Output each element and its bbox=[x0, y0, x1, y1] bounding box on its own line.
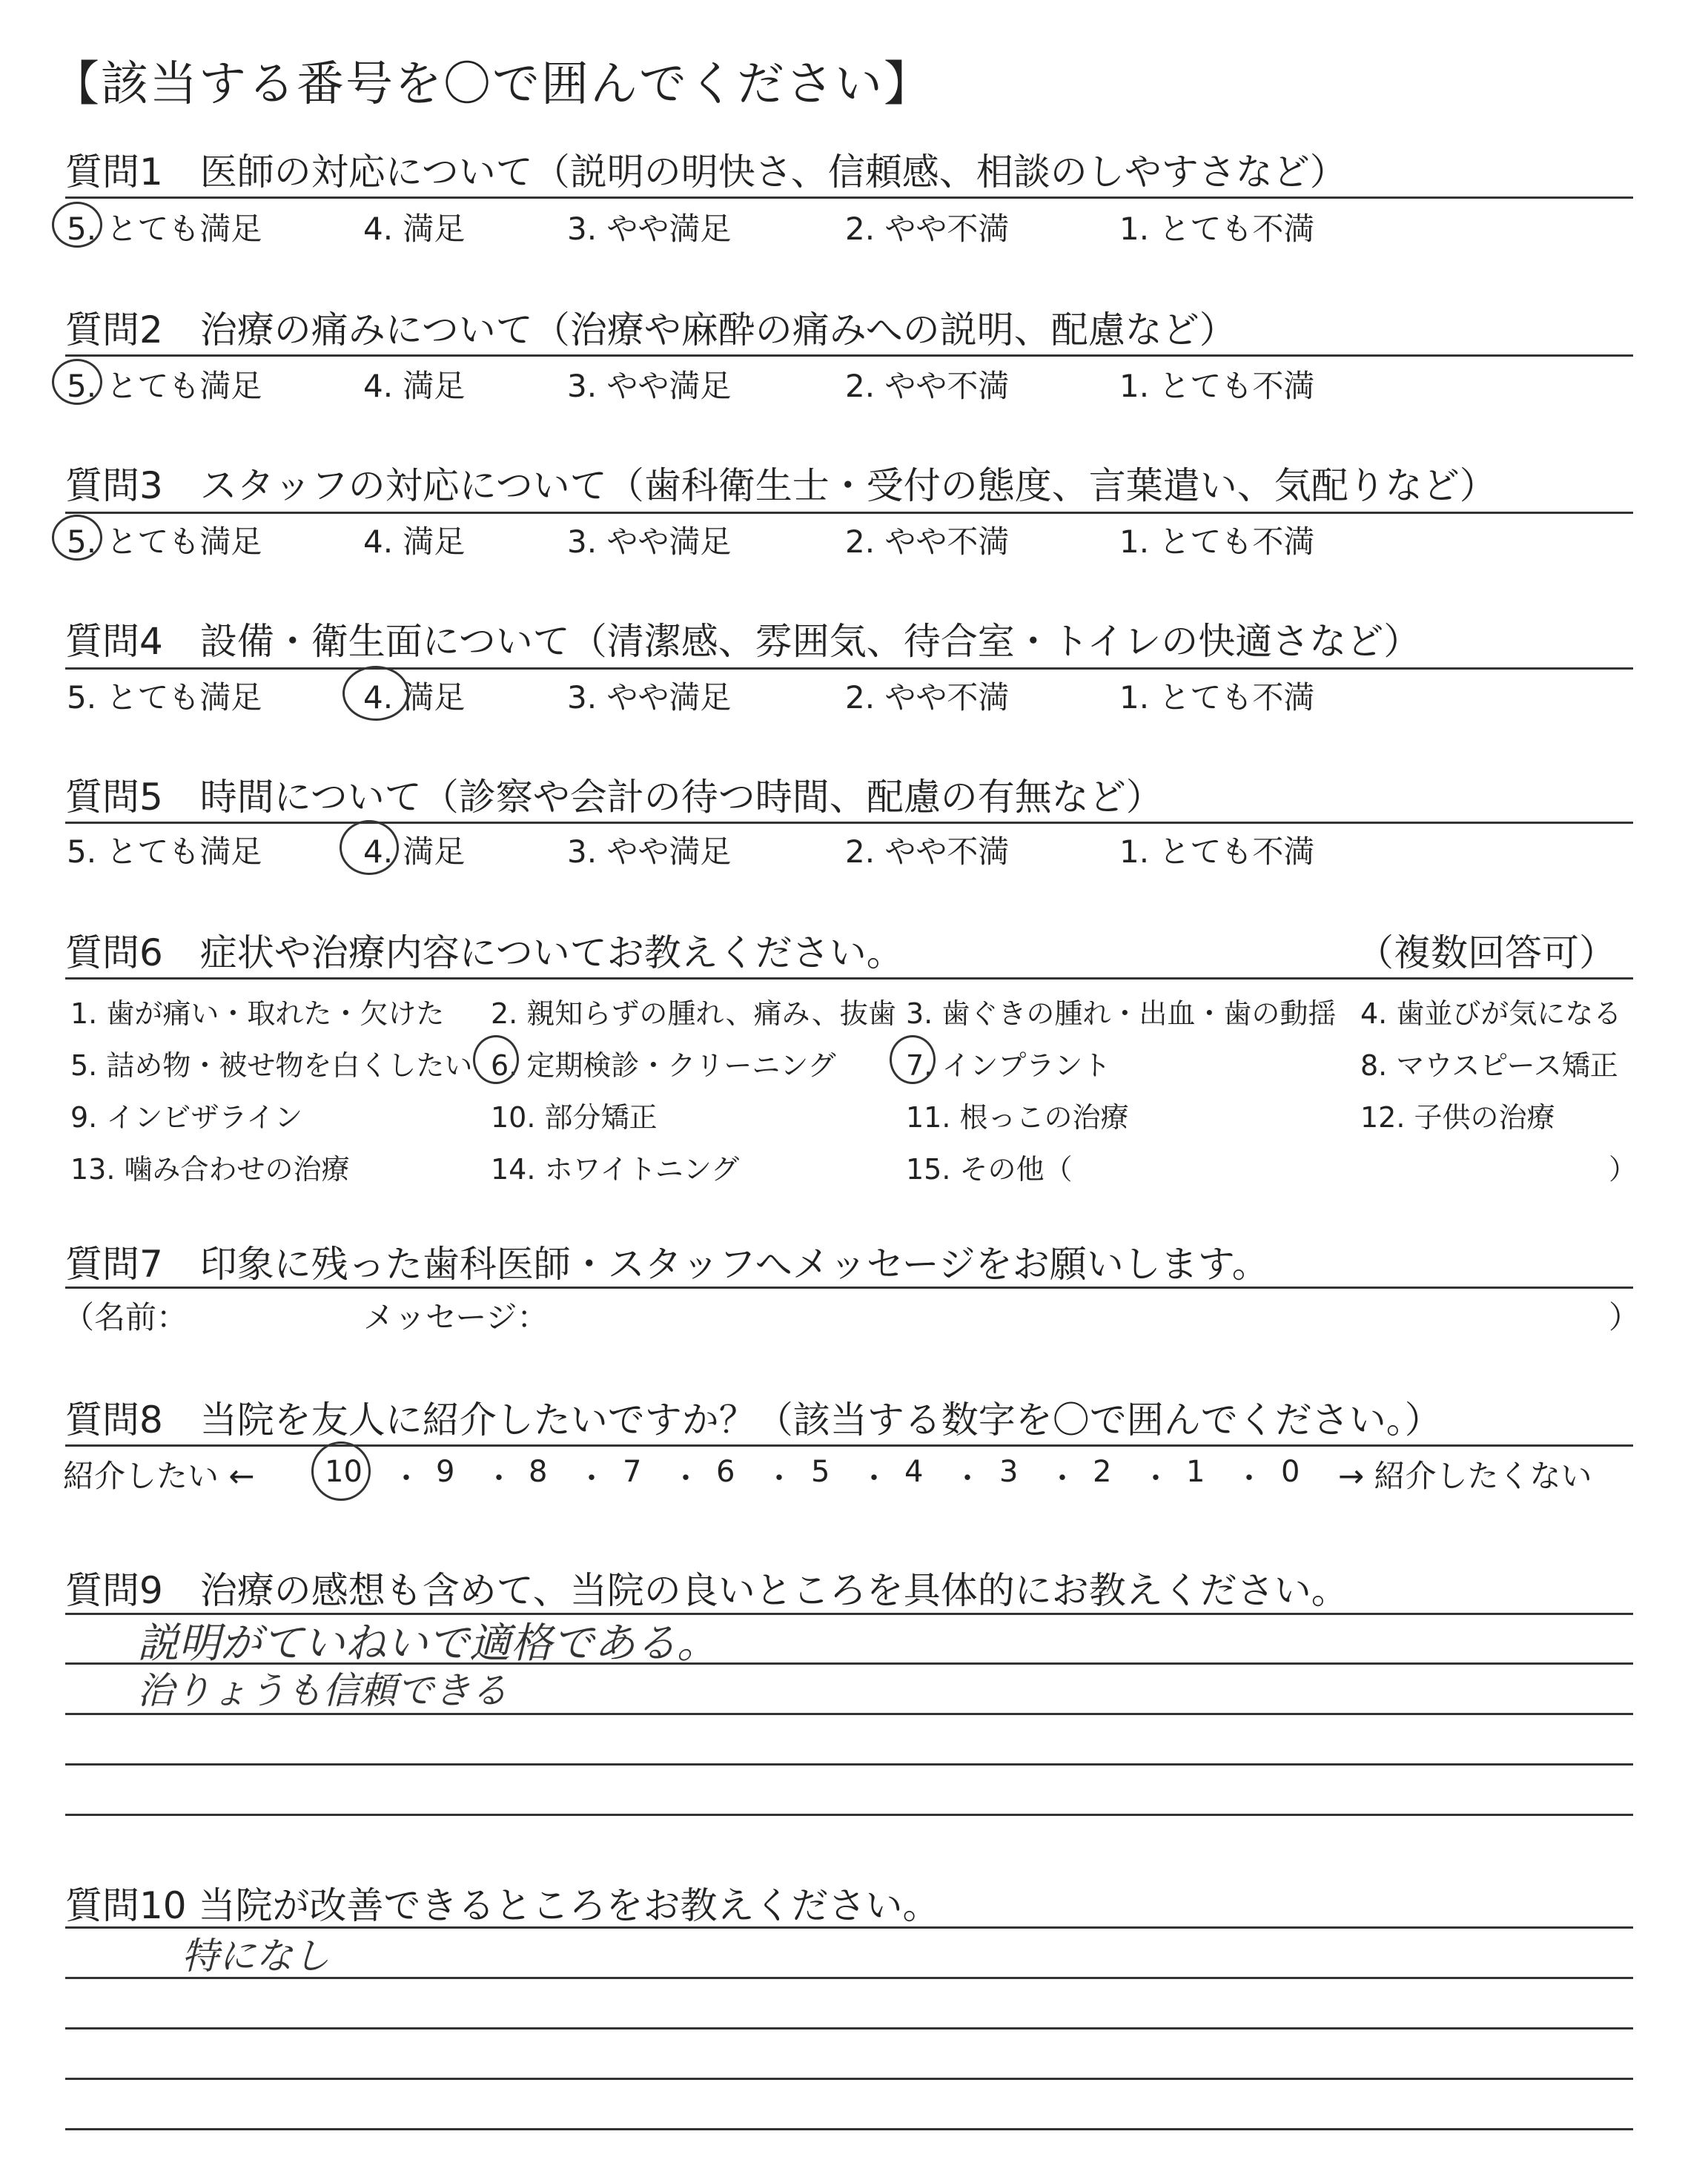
option-4[interactable]: 4. 満足 bbox=[363, 368, 466, 404]
option-2[interactable]: 2. やや不満 bbox=[845, 211, 1010, 247]
selection-circle bbox=[52, 515, 102, 561]
option-1[interactable]: 1. とても不満 bbox=[1119, 211, 1315, 247]
option-2[interactable]: 2. やや不満 bbox=[845, 524, 1010, 560]
scale-value[interactable]: 3 bbox=[999, 1455, 1019, 1489]
option-5[interactable]: 5. とても満足 bbox=[67, 524, 262, 560]
message-label: メッセージ： bbox=[363, 1299, 549, 1335]
handwritten-answer: 治りょうも信頼できる bbox=[137, 1669, 508, 1712]
question-heading: 質問10 当院が改善できるところをお教えください。 bbox=[65, 1884, 940, 1927]
answer-line bbox=[65, 1814, 1633, 1816]
option-1[interactable]: 1. とても不満 bbox=[1119, 368, 1315, 404]
question-heading: 質問6 症状や治療内容についてお教えください。 bbox=[65, 931, 904, 974]
scale-value[interactable]: 1 bbox=[1186, 1455, 1205, 1489]
scale-separator: ・ bbox=[953, 1462, 982, 1496]
scale-right-label: → 紹介したくない bbox=[1338, 1458, 1592, 1494]
scale-separator: ・ bbox=[764, 1462, 794, 1496]
scale-value[interactable]: 6 bbox=[716, 1455, 735, 1489]
symptom-item[interactable]: 5. 詰め物・被せ物を白くしたい bbox=[70, 1049, 473, 1082]
question-heading: 質問2 治療の痛みについて（治療や麻酔の痛みへの説明、配慮など） bbox=[65, 308, 1237, 351]
scale-separator: ・ bbox=[859, 1462, 889, 1496]
selection-circle bbox=[890, 1035, 936, 1084]
symptom-item[interactable]: 3. 歯ぐきの腫れ・出血・歯の動揺 bbox=[906, 997, 1337, 1030]
symptom-item[interactable]: 8. マウスピース矯正 bbox=[1360, 1049, 1618, 1082]
symptom-item[interactable]: 2. 親知らずの腫れ、痛み、抜歯 bbox=[491, 997, 896, 1030]
scale-value[interactable]: 5 bbox=[811, 1455, 830, 1489]
scale-separator: ・ bbox=[484, 1462, 514, 1496]
scale-value[interactable]: 0 bbox=[1281, 1455, 1300, 1489]
selection-circle bbox=[340, 820, 399, 875]
symptom-item[interactable]: 11. 根っこの治療 bbox=[906, 1101, 1129, 1134]
scale-separator: ・ bbox=[1234, 1462, 1264, 1496]
option-2[interactable]: 2. やや不満 bbox=[845, 368, 1010, 404]
symptom-item[interactable]: 6. 定期検診・クリーニング bbox=[491, 1049, 836, 1082]
symptom-item[interactable]: 10. 部分矯正 bbox=[491, 1101, 658, 1134]
divider bbox=[65, 977, 1633, 980]
close-paren: ） bbox=[1609, 1299, 1641, 1335]
option-3[interactable]: 3. やや満足 bbox=[567, 833, 732, 870]
scale-separator: ・ bbox=[1141, 1462, 1171, 1496]
handwritten-answer: 特になし bbox=[182, 1935, 330, 1978]
selection-circle bbox=[52, 202, 102, 248]
selection-circle bbox=[342, 666, 409, 721]
option-5[interactable]: 5. とても満足 bbox=[67, 368, 262, 404]
scale-value[interactable]: 10 bbox=[325, 1455, 363, 1489]
scale-value[interactable]: 2 bbox=[1093, 1455, 1112, 1489]
scale-separator: ・ bbox=[671, 1462, 701, 1496]
question-heading: 質問1 医師の対応について（説明の明快さ、信頼感、相談のしやすさなど） bbox=[65, 151, 1347, 194]
symptom-item[interactable]: 14. ホワイトニング bbox=[491, 1153, 740, 1186]
page-title: 【該当する番号を〇で囲んでください】 bbox=[52, 57, 933, 112]
question-heading: 質問3 スタッフの対応について（歯科衛生士・受付の態度、言葉遣い、気配りなど） bbox=[65, 464, 1497, 507]
option-2[interactable]: 2. やや不満 bbox=[845, 833, 1010, 870]
divider bbox=[65, 1444, 1633, 1447]
option-4[interactable]: 4. 満足 bbox=[363, 524, 466, 560]
option-5[interactable]: 5. とても満足 bbox=[67, 211, 262, 247]
answer-line bbox=[65, 1763, 1633, 1766]
option-1[interactable]: 1. とても不満 bbox=[1119, 679, 1315, 716]
scale-separator: ・ bbox=[1047, 1462, 1077, 1496]
option-1[interactable]: 1. とても不満 bbox=[1119, 524, 1315, 560]
question-heading: 質問5 時間について（診察や会計の待つ時間、配慮の有無など） bbox=[65, 776, 1163, 819]
name-label: （名前： bbox=[63, 1299, 188, 1335]
handwritten-answer: 説明がていねいで適格である。 bbox=[137, 1619, 718, 1668]
selection-circle bbox=[473, 1035, 519, 1084]
scale-value[interactable]: 8 bbox=[529, 1455, 548, 1489]
question-heading: 質問9 治療の感想も含めて、当院の良いところを具体的にお教えください。 bbox=[65, 1569, 1348, 1612]
option-3[interactable]: 3. やや満足 bbox=[567, 211, 732, 247]
selection-circle bbox=[52, 359, 102, 405]
question-heading: 質問7 印象に残った歯科医師・スタッフへメッセージをお願いします。 bbox=[65, 1243, 1269, 1286]
option-5[interactable]: 5. とても満足 bbox=[67, 833, 262, 870]
selection-circle bbox=[311, 1441, 371, 1501]
option-2[interactable]: 2. やや不満 bbox=[845, 679, 1010, 716]
option-4[interactable]: 4. 満足 bbox=[363, 833, 466, 870]
multiple-answer-note: （複数回答可） bbox=[1357, 931, 1616, 974]
divider bbox=[65, 667, 1633, 670]
divider bbox=[65, 196, 1633, 199]
symptom-item[interactable]: 12. 子供の治療 bbox=[1360, 1101, 1555, 1134]
scale-left-label: 紹介したい ← bbox=[63, 1458, 255, 1494]
symptom-item[interactable]: 15. その他（ bbox=[906, 1153, 1073, 1186]
option-3[interactable]: 3. やや満足 bbox=[567, 679, 732, 716]
symptom-item[interactable]: 4. 歯並びが気になる bbox=[1360, 997, 1622, 1030]
other-close-paren: ） bbox=[1609, 1153, 1638, 1186]
option-3[interactable]: 3. やや満足 bbox=[567, 524, 732, 560]
question-heading: 質問4 設備・衛生面について（清潔感、雰囲気、待合室・トイレの快適さなど） bbox=[65, 620, 1421, 663]
option-4[interactable]: 4. 満足 bbox=[363, 211, 466, 247]
option-1[interactable]: 1. とても不満 bbox=[1119, 833, 1315, 870]
divider bbox=[65, 822, 1633, 824]
scale-value[interactable]: 9 bbox=[436, 1455, 455, 1489]
divider bbox=[65, 512, 1633, 514]
scale-value[interactable]: 4 bbox=[904, 1455, 924, 1489]
option-3[interactable]: 3. やや満足 bbox=[567, 368, 732, 404]
answer-line bbox=[65, 2027, 1633, 2029]
scale-separator: ・ bbox=[577, 1462, 606, 1496]
divider bbox=[65, 354, 1633, 357]
symptom-item[interactable]: 7. インプラント bbox=[906, 1049, 1111, 1082]
answer-line bbox=[65, 2078, 1633, 2080]
option-4[interactable]: 4. 満足 bbox=[363, 679, 466, 716]
question-heading: 質問8 当院を友人に紹介したいですか？（該当する数字を〇で囲んでください。） bbox=[65, 1398, 1442, 1441]
symptom-item[interactable]: 9. インビザライン bbox=[70, 1101, 303, 1134]
scale-separator: ・ bbox=[391, 1462, 421, 1496]
answer-line bbox=[65, 2128, 1633, 2130]
option-5[interactable]: 5. とても満足 bbox=[67, 679, 262, 716]
symptom-item[interactable]: 1. 歯が痛い・取れた・欠けた bbox=[70, 997, 445, 1030]
scale-value[interactable]: 7 bbox=[623, 1455, 642, 1489]
symptom-item[interactable]: 13. 噛み合わせの治療 bbox=[70, 1153, 350, 1186]
divider bbox=[65, 1287, 1633, 1289]
